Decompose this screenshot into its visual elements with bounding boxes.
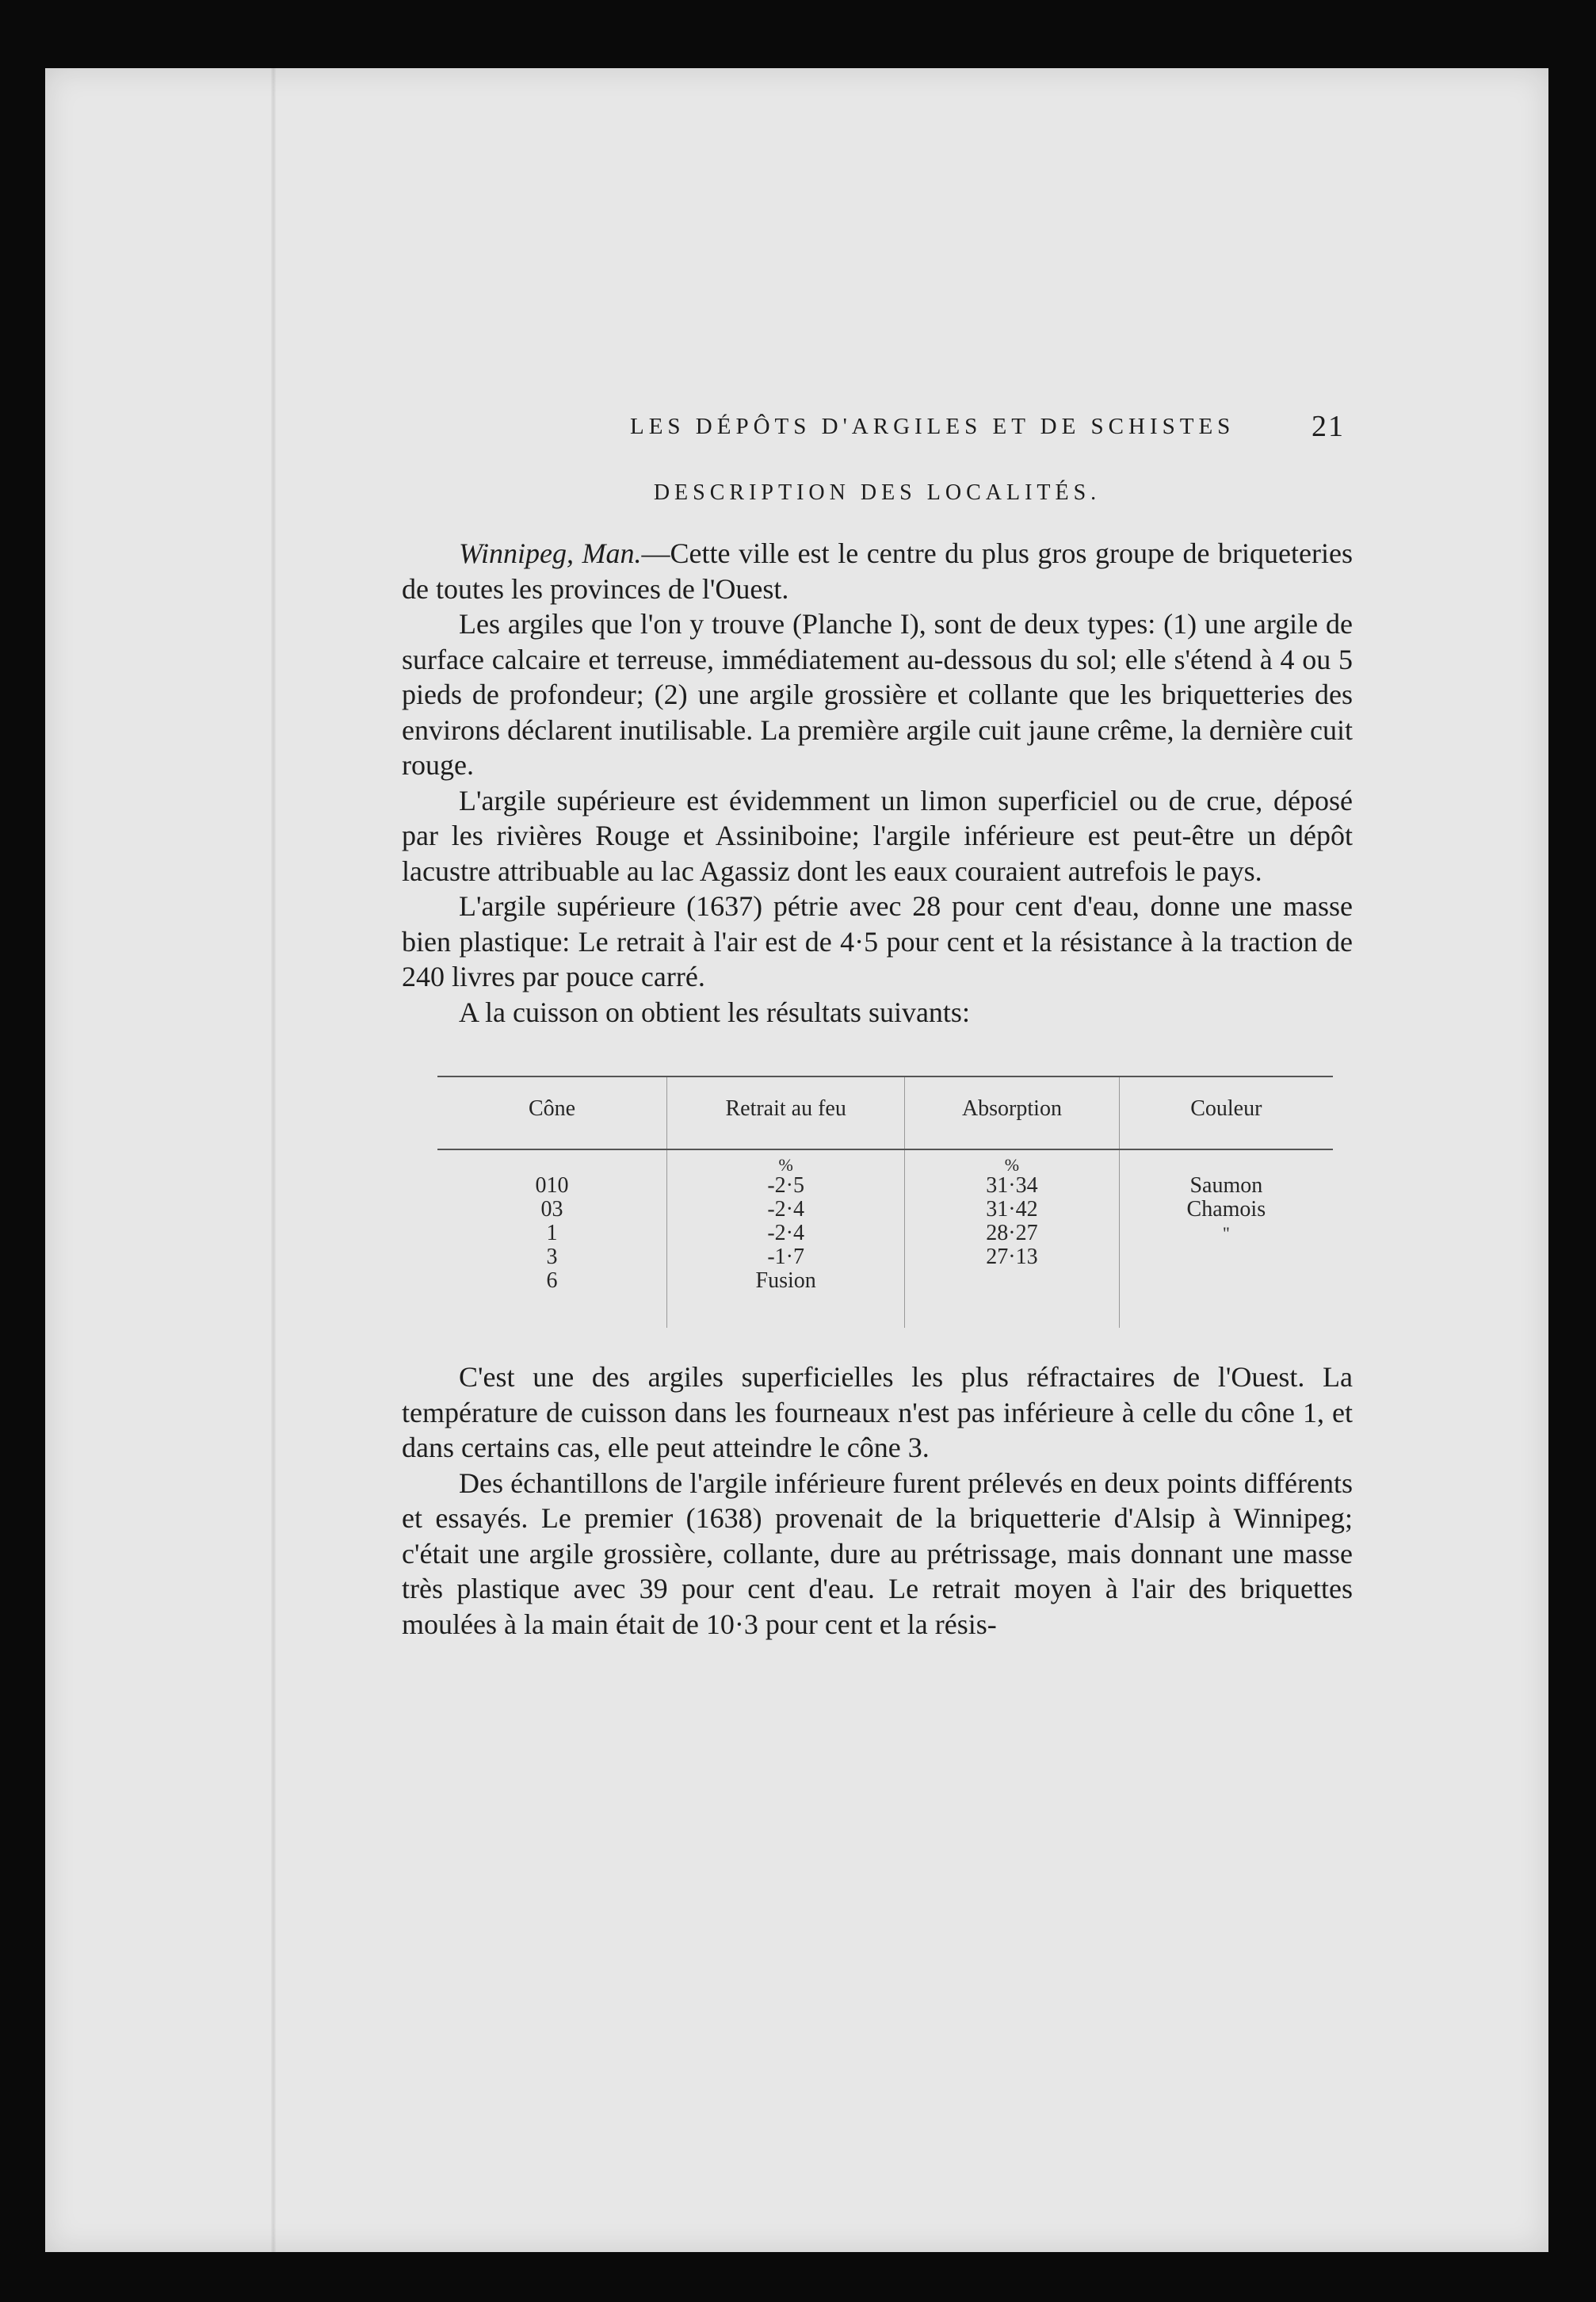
retrait-value: -2·4 [767, 1221, 804, 1245]
cone-value: 3 [546, 1245, 558, 1269]
cone-value: 1 [546, 1221, 558, 1245]
column-header-retrait: Retrait au feu [667, 1076, 905, 1149]
retrait-column [667, 1149, 905, 1328]
page-number: 21 [1312, 410, 1345, 443]
absorption-value: 28·27 [986, 1221, 1038, 1245]
table-row [437, 1149, 1333, 1328]
place-name: Winnipeg, Man. [459, 537, 642, 569]
column-header-couleur: Couleur [1119, 1076, 1333, 1149]
absorption-value: 31·34 [986, 1173, 1038, 1198]
paragraph-plasticity: L'argile supérieure (1637) pétrie avec 28 pour cent d'eau, donne une masse bien plastique: Le retrait à l'air est de 4·5 pour cent et la résistance à la traction de 240 livres par pouce carré. [402, 890, 1353, 992]
page-gutter-shadow [271, 68, 276, 2252]
couleur-column [1119, 1149, 1333, 1328]
table-header-row [437, 1076, 1333, 1149]
retrait-value: -1·7 [767, 1245, 804, 1269]
section-title: DESCRIPTION DES LOCALITÉS. [653, 480, 1102, 505]
column-header-cone: Cône [437, 1076, 667, 1149]
cone-value: 6 [546, 1268, 558, 1293]
running-head-title: LES DÉPÔTS D'ARGILES ET DE SCHISTES [630, 414, 1235, 439]
cone-column [437, 1149, 667, 1328]
paragraph-clay-types: Les argiles que l'on y trouve (Planche I), sont de deux types: (1) une argile de surface calcaire et terreuse, immédiatement au-dessous du sol; elle s'étend à 4 ou 5 pieds de profondeur; (2) une argile grossière et collante que les briquetteries des environs déclarent inutilisable. La première argile cuit jaune crême, la dernière cuit rouge. [402, 608, 1353, 781]
firing-results-table [437, 1076, 1333, 1328]
unit-symbol: % [1004, 1155, 1020, 1175]
retrait-value: Fusion [755, 1268, 816, 1293]
paragraph-upper-clay: L'argile supérieure est évidemment un limon superficiel ou de crue, déposé par les rivières Rouge et Assiniboine; l'argile inférieure est peut-être un dépôt lacustre attribuable au lac Agassiz dont les eaux couraient autrefois le pays. [402, 784, 1353, 887]
column-header-absorption: Absorption [905, 1076, 1119, 1149]
cone-value: 010 [535, 1173, 569, 1198]
paragraph-winnipeg [402, 536, 1353, 606]
unit-symbol: % [778, 1155, 793, 1175]
cone-value: 03 [540, 1197, 563, 1222]
couleur-value: Chamois [1186, 1197, 1266, 1222]
paragraph-refractory: C'est une des argiles superficielles les plus réfractaires de l'Ouest. La température de cuisson dans les fourneaux n'est pas inférieure à celle du cône 1, et dans certains cas, elle peut atteindre le cône 3. [402, 1361, 1353, 1463]
retrait-value: -2·5 [767, 1173, 804, 1198]
absorption-value: 31·42 [986, 1197, 1038, 1222]
book-page [45, 68, 1548, 2252]
retrait-value: -2·4 [767, 1197, 804, 1222]
ditto-mark: " [1222, 1223, 1230, 1243]
page-content [402, 410, 1353, 1642]
absorption-column [905, 1149, 1119, 1328]
paragraph-text: —Cette ville est le centre du plus gros groupe de briqueteries de toutes les provinces de l'Ouest. [402, 537, 1353, 605]
running-head [402, 410, 1353, 458]
paragraph-lower-clay: Des échantillons de l'argile inférieure furent prélevés en deux points différents et essayés. Le premier (1638) provenait de la briquetterie d'Alsip à Winnipeg; c'était une argile grossière, collante, dure au prétrissage, mais donnant une masse très plastique avec 39 pour cent d'eau. Le retrait moyen à l'air des briquettes moulées à la main était de 10·3 pour cent et la résis- [402, 1466, 1353, 1640]
absorption-value: 27·13 [986, 1245, 1038, 1269]
paragraph-firing-intro: A la cuisson on obtient les résultats suivants: [459, 996, 970, 1028]
couleur-value: Saumon [1189, 1173, 1263, 1198]
